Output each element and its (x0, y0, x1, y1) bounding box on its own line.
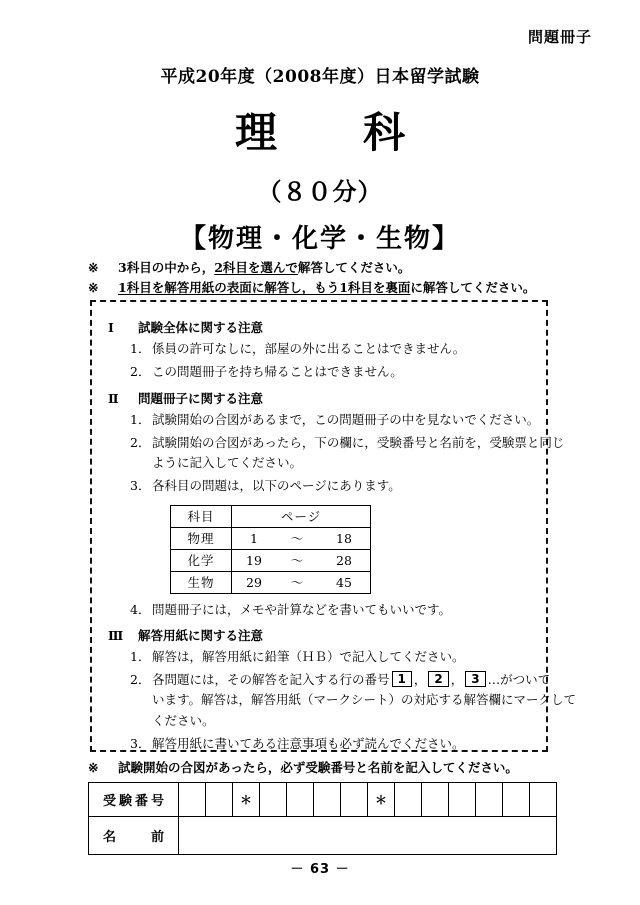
item-number: 2． (130, 672, 151, 687)
list-item (130, 647, 538, 667)
note-text-post: 解答してください。 (297, 260, 411, 275)
note-answer-sheet-sides (88, 278, 558, 296)
item-number: 1． (130, 341, 151, 356)
note-text-underline: 2科目を選んで (214, 260, 298, 275)
item-number: 2． (130, 434, 151, 450)
cell-page-from: 29 (232, 571, 277, 593)
column-header-pages: ページ (232, 505, 371, 527)
section-title: 問題冊子に関する注意 (138, 390, 264, 406)
item-text: この問題冊子を持ち帰ることはできません。 (152, 364, 403, 380)
cell-page-tilde: ～ (276, 571, 318, 593)
column-header-subject: 科目 (171, 505, 232, 527)
examinee-info-form (88, 782, 557, 855)
list-item (130, 476, 538, 496)
item-text: 解答は，解答用紙に鉛筆（ＨＢ）で記入してください。 (152, 648, 465, 664)
table-header-row (171, 505, 371, 527)
exam-number-cell[interactable] (287, 783, 314, 817)
item-text-continuation: います。解答は，解答用紙（マークシート）の対応する解答欄にマークして (152, 692, 577, 708)
exam-duration: （８０分） (257, 177, 383, 206)
cell-page-to: 45 (318, 571, 371, 593)
list-item (130, 339, 538, 359)
cell-page-tilde: ～ (276, 527, 318, 549)
section-numeral: Ⅲ (108, 627, 124, 643)
table-row (171, 571, 371, 593)
item-number: 1． (130, 648, 151, 664)
note-text-post: に解答してください。 (410, 280, 536, 295)
exam-number-cell[interactable] (422, 783, 449, 817)
exam-number-cell[interactable]: ＊ (233, 783, 260, 817)
cell-page-to: 28 (318, 549, 371, 571)
list-item (130, 410, 538, 430)
item-number: 2． (130, 364, 151, 380)
name-input-field[interactable] (179, 817, 557, 855)
item-number: 3． (130, 735, 151, 751)
item-text: 各問題には，その解答を記入する行の番号 (152, 672, 390, 687)
cell-page-from: 19 (232, 549, 277, 571)
list-item (130, 734, 538, 754)
table-row (171, 549, 371, 571)
exam-number-cell[interactable] (206, 783, 233, 817)
answer-number-box: 1 (392, 671, 412, 687)
item-text: 各科目の問題は，以下のページにあります。 (152, 478, 401, 494)
note-text: 試験開始の合図があったら，必ず受験番号と名前を記入してください。 (118, 760, 518, 775)
subject-pages-table (170, 505, 371, 594)
table-row (171, 527, 371, 549)
note-text-pre: 3科目の中から， (118, 260, 215, 275)
section-heading-3 (108, 626, 538, 644)
exam-number-cell[interactable] (503, 783, 530, 817)
cell-page-tilde: ～ (276, 549, 318, 571)
name-label: 名 前 (89, 817, 179, 855)
exam-number-cell[interactable] (314, 783, 341, 817)
exam-number-row (89, 783, 557, 817)
item-text-continuation: ください。 (152, 712, 215, 728)
list-item-answer-numbering (130, 670, 577, 731)
item-number: 1． (130, 411, 151, 427)
page-number: － 63 － (290, 862, 350, 877)
exam-number-cell[interactable] (449, 783, 476, 817)
cell-subject: 化学 (171, 549, 232, 571)
answer-number-box: 3 (465, 671, 485, 687)
item-text-after: …がついて (487, 672, 551, 687)
item-text: 係員の許可なしに，部屋の外に出ることはできません。 (152, 341, 466, 356)
item-text: 試験開始の合図があったら，下の欄に，受験番号と名前を，受験票と同じ (152, 434, 565, 450)
cell-subject: 生物 (171, 571, 232, 593)
exam-number-cell[interactable] (395, 783, 422, 817)
list-item (130, 433, 565, 474)
cell-page-from: 1 (232, 527, 277, 549)
item-number: 3． (130, 478, 151, 494)
item-text: 解答用紙に書いてある注意事項も必ず読んでください。 (152, 735, 465, 751)
section-title: 試験全体に関する注意 (138, 320, 264, 335)
note-mark-icon: ※ (88, 760, 99, 775)
exam-number-cell[interactable] (260, 783, 287, 817)
note-text-underline: 1科目を解答用紙の表面に解答し，もう1科目を裏面 (118, 280, 411, 295)
exam-number-cell[interactable]: ＊ (368, 783, 395, 817)
exam-number-cell[interactable] (530, 783, 557, 817)
note-select-subjects (88, 258, 558, 276)
name-row (89, 817, 557, 855)
answer-number-box: 2 (428, 671, 448, 687)
booklet-label: 問題冊子 (527, 28, 592, 46)
section-heading-2 (108, 389, 538, 407)
section-heading-1 (108, 318, 538, 336)
section-numeral: Ⅱ (108, 390, 119, 406)
instructions-box (90, 300, 577, 752)
list-item (130, 362, 538, 382)
cell-subject: 物理 (171, 527, 232, 549)
item-text: 試験開始の合図があるまで，この問題冊子の中を見ないでください。 (152, 411, 540, 427)
cell-page-to: 18 (318, 527, 371, 549)
item-number: 4． (130, 601, 151, 617)
note-mark-icon: ※ (88, 260, 99, 275)
box-separator: ， (413, 672, 427, 687)
exam-fields-title: 【物理・化学・生物】 (179, 224, 460, 254)
section-numeral: Ⅰ (108, 320, 114, 335)
exam-number-cell[interactable] (476, 783, 503, 817)
note-mark-icon: ※ (88, 280, 99, 295)
exam-number-cell[interactable] (179, 783, 206, 817)
section-title: 解答用紙に関する注意 (138, 627, 264, 643)
exam-year-line: 平成20年度（2008年度）日本留学試験 (160, 67, 480, 87)
list-item (130, 600, 538, 620)
item-text-continuation: ように記入してください。 (152, 455, 303, 470)
box-separator: ， (450, 672, 464, 687)
item-text: 問題冊子には，メモや計算などを書いてもいいです。 (152, 601, 452, 617)
exam-number-label: 受験番号 (89, 783, 179, 817)
page-title: 理 科 (234, 108, 427, 157)
note-fill-in-reminder (88, 758, 568, 776)
exam-number-cell[interactable] (341, 783, 368, 817)
